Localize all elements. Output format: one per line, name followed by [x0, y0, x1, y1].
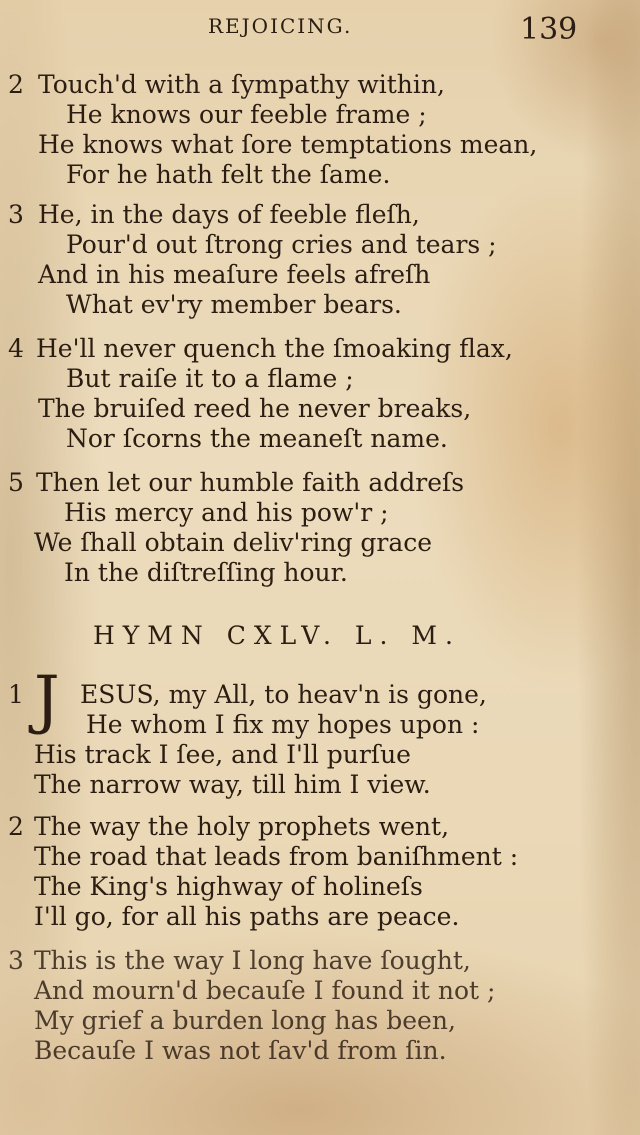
verse-line: For he hath felt the ſame.	[66, 160, 391, 189]
verse-line: The way the holy prophets went,	[34, 812, 450, 841]
stanza-number: 2	[8, 70, 24, 99]
stanza-number: 3	[8, 946, 24, 975]
verse-line: What ev'ry member bears.	[66, 290, 402, 319]
stanza-number: 4	[8, 334, 24, 363]
verse-line: But raiſe it to a flame ;	[66, 364, 354, 393]
verse-line: He knows what ſore temptations mean,	[38, 130, 538, 159]
stanza-number: 3	[8, 200, 24, 229]
verse-line: The narrow way, till him I view.	[34, 770, 431, 799]
verse-line: My grief a burden long has been,	[34, 1006, 456, 1035]
verse-line: He knows our feeble frame ;	[66, 100, 427, 129]
page-number: 139	[520, 12, 578, 47]
verse-line: I'll go, for all his paths are peace.	[34, 902, 460, 931]
verse-line: Nor ſcorns the meaneſt name.	[66, 424, 448, 453]
verse-line: He whom I fix my hopes upon :	[86, 710, 480, 739]
verse-line: Then let our humble faith addreſs	[36, 468, 465, 497]
verse-line: He'll never quench the ſmoaking flax,	[36, 334, 513, 363]
verse-line: This is the way I long have ſought,	[34, 946, 471, 975]
verse-line: He, in the days of feeble fleſh,	[38, 200, 420, 229]
verse-line: The road that leads from baniſhment :	[34, 842, 519, 871]
verse-line: The King's highway of holineſs	[34, 872, 423, 901]
verse-line: The bruiſed reed he never breaks,	[38, 394, 472, 423]
verse-line: We ſhall obtain deliv'ring grace	[34, 528, 433, 557]
verse-line: And mourn'd becauſe I found it not ;	[34, 976, 496, 1005]
verse-line: In the diſtreſſing hour.	[64, 558, 348, 587]
verse-line: And in his meaſure feels afreſh	[38, 260, 431, 289]
stanza-number: 1	[8, 680, 24, 709]
stanza-number: 2	[8, 812, 24, 841]
verse-line: ESUS, my All, to heav'n is gone,	[80, 680, 487, 709]
verse-line: His track I ſee, and I'll purſue	[34, 740, 411, 769]
verse-line: Becauſe I was not ſav'd from ſin.	[34, 1036, 447, 1065]
hymn-title: HYMN CXLV. L. M.	[93, 621, 461, 650]
drop-cap: J	[34, 663, 60, 737]
verse-line: His mercy and his pow'r ;	[64, 498, 389, 527]
verse-line: Pour'd out ſtrong cries and tears ;	[66, 230, 497, 259]
running-header: REJOICING.	[208, 14, 353, 38]
stanza-number: 5	[8, 468, 24, 497]
verse-line: Touch'd with a ſympathy within,	[38, 70, 445, 99]
